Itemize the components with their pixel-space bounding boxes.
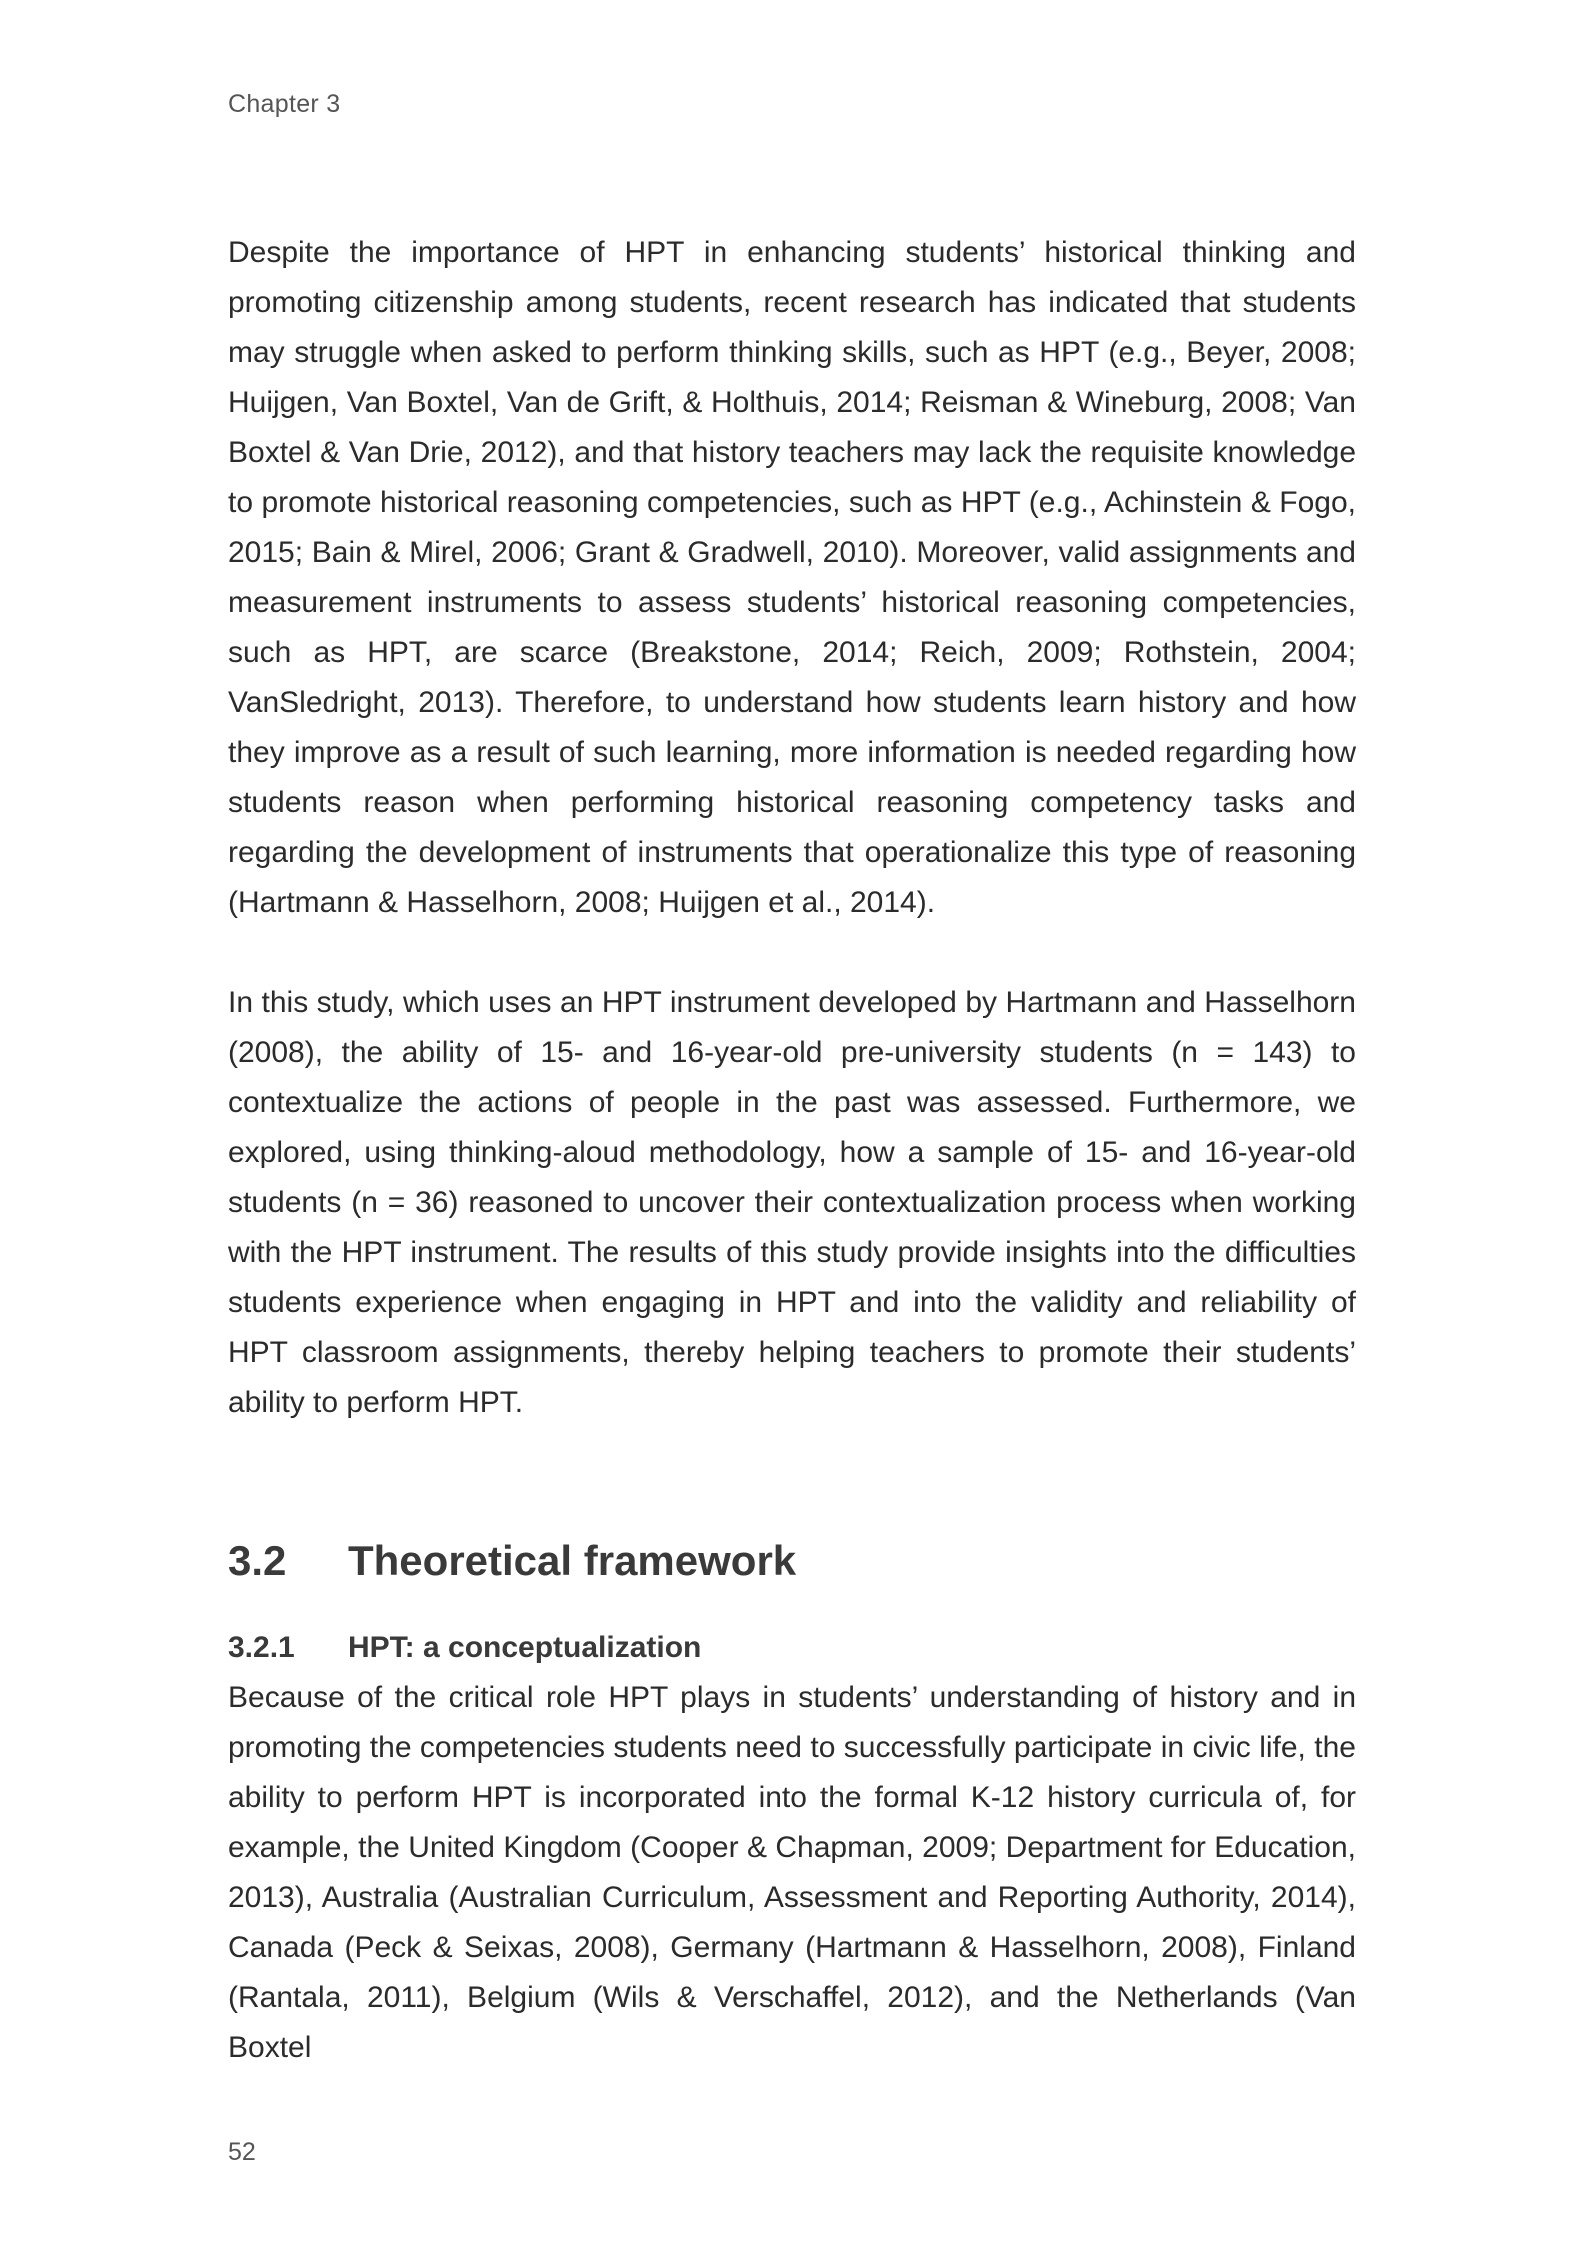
subsection-heading <box>228 1623 1356 1673</box>
subsection-paragraph: Because of the critical role HPT plays in students’ understanding of history and in promoting the competencies students need to successfully participate in civic life, the ability to perform HPT is incorporated into the formal K-12 history curricula of, for example, the United Kingdom (Cooper & Chapman, 2009; Department for Education, 2013), Australia (Australian Curriculum, Assessment and Reporting Authority, 2014), Canada (Peck & Seixas, 2008), Germany (Hartmann & Hasselhorn, 2008), Finland (Rantala, 2011), Belgium (Wils & Verschaffel, 2012), and the Netherlands (Van Boxtel <box>228 1681 1356 2064</box>
subsection-number: 3.2.1 <box>228 1631 295 1664</box>
body-paragraph-2: In this study, which uses an HPT instrument developed by Hartmann and Hasselhorn (2008), the ability of 15- and 16-year-old pre-university students (n = 143) to contextualize the actions of people in the past was assessed. Furthermore, we explored, using thinking-aloud methodology, how a sample of 15- and 16-year-old students (n = 36) reasoned to uncover their contextualization process when working with the HPT instrument. The results of this study provide insights into the difficulties students experience when engaging in HPT and into the validity and reliability of HPT classroom assignments, thereby helping teachers to promote their students’ ability to perform HPT. <box>228 986 1356 1419</box>
subsection-title: HPT: a conceptualization <box>348 1631 702 1664</box>
body-paragraph-1: Despite the importance of HPT in enhancing students’ historical thinking and promoting citizenship among students, recent research has indicated that students may struggle when asked to perform thinking skills, such as HPT (e.g., Beyer, 2008; Huijgen, Van Boxtel, Van de Grift, & Holthuis, 2014; Reisman & Wineburg, 2008; Van Boxtel & Van Drie, 2012), and that history teachers may lack the requisite knowledge to promote historical reasoning competencies, such as HPT (e.g., Achinstein & Fogo, 2015; Bain & Mirel, 2006; Grant & Gradwell, 2010). Moreover, valid assignments and measurement instruments to assess students’ historical reasoning competencies, such as HPT, are scarce (Breakstone, 2014; Reich, 2009; Rothstein, 2004; VanSledright, 2013). Therefore, to understand how students learn history and how they improve as a result of such learning, more information is needed regarding how students reason when performing historical reasoning competency tasks and regarding the development of instruments that operationalize this type of reasoning (Hartmann & Hasselhorn, 2008; Huijgen et al., 2014). <box>228 236 1356 919</box>
running-head: Chapter 3 <box>228 90 341 118</box>
page-body <box>228 228 1356 2073</box>
section-heading <box>228 1531 1356 1591</box>
page-number: 52 <box>228 2138 256 2166</box>
section-number: 3.2 <box>228 1537 287 1584</box>
section-title: Theoretical framework <box>348 1537 797 1584</box>
